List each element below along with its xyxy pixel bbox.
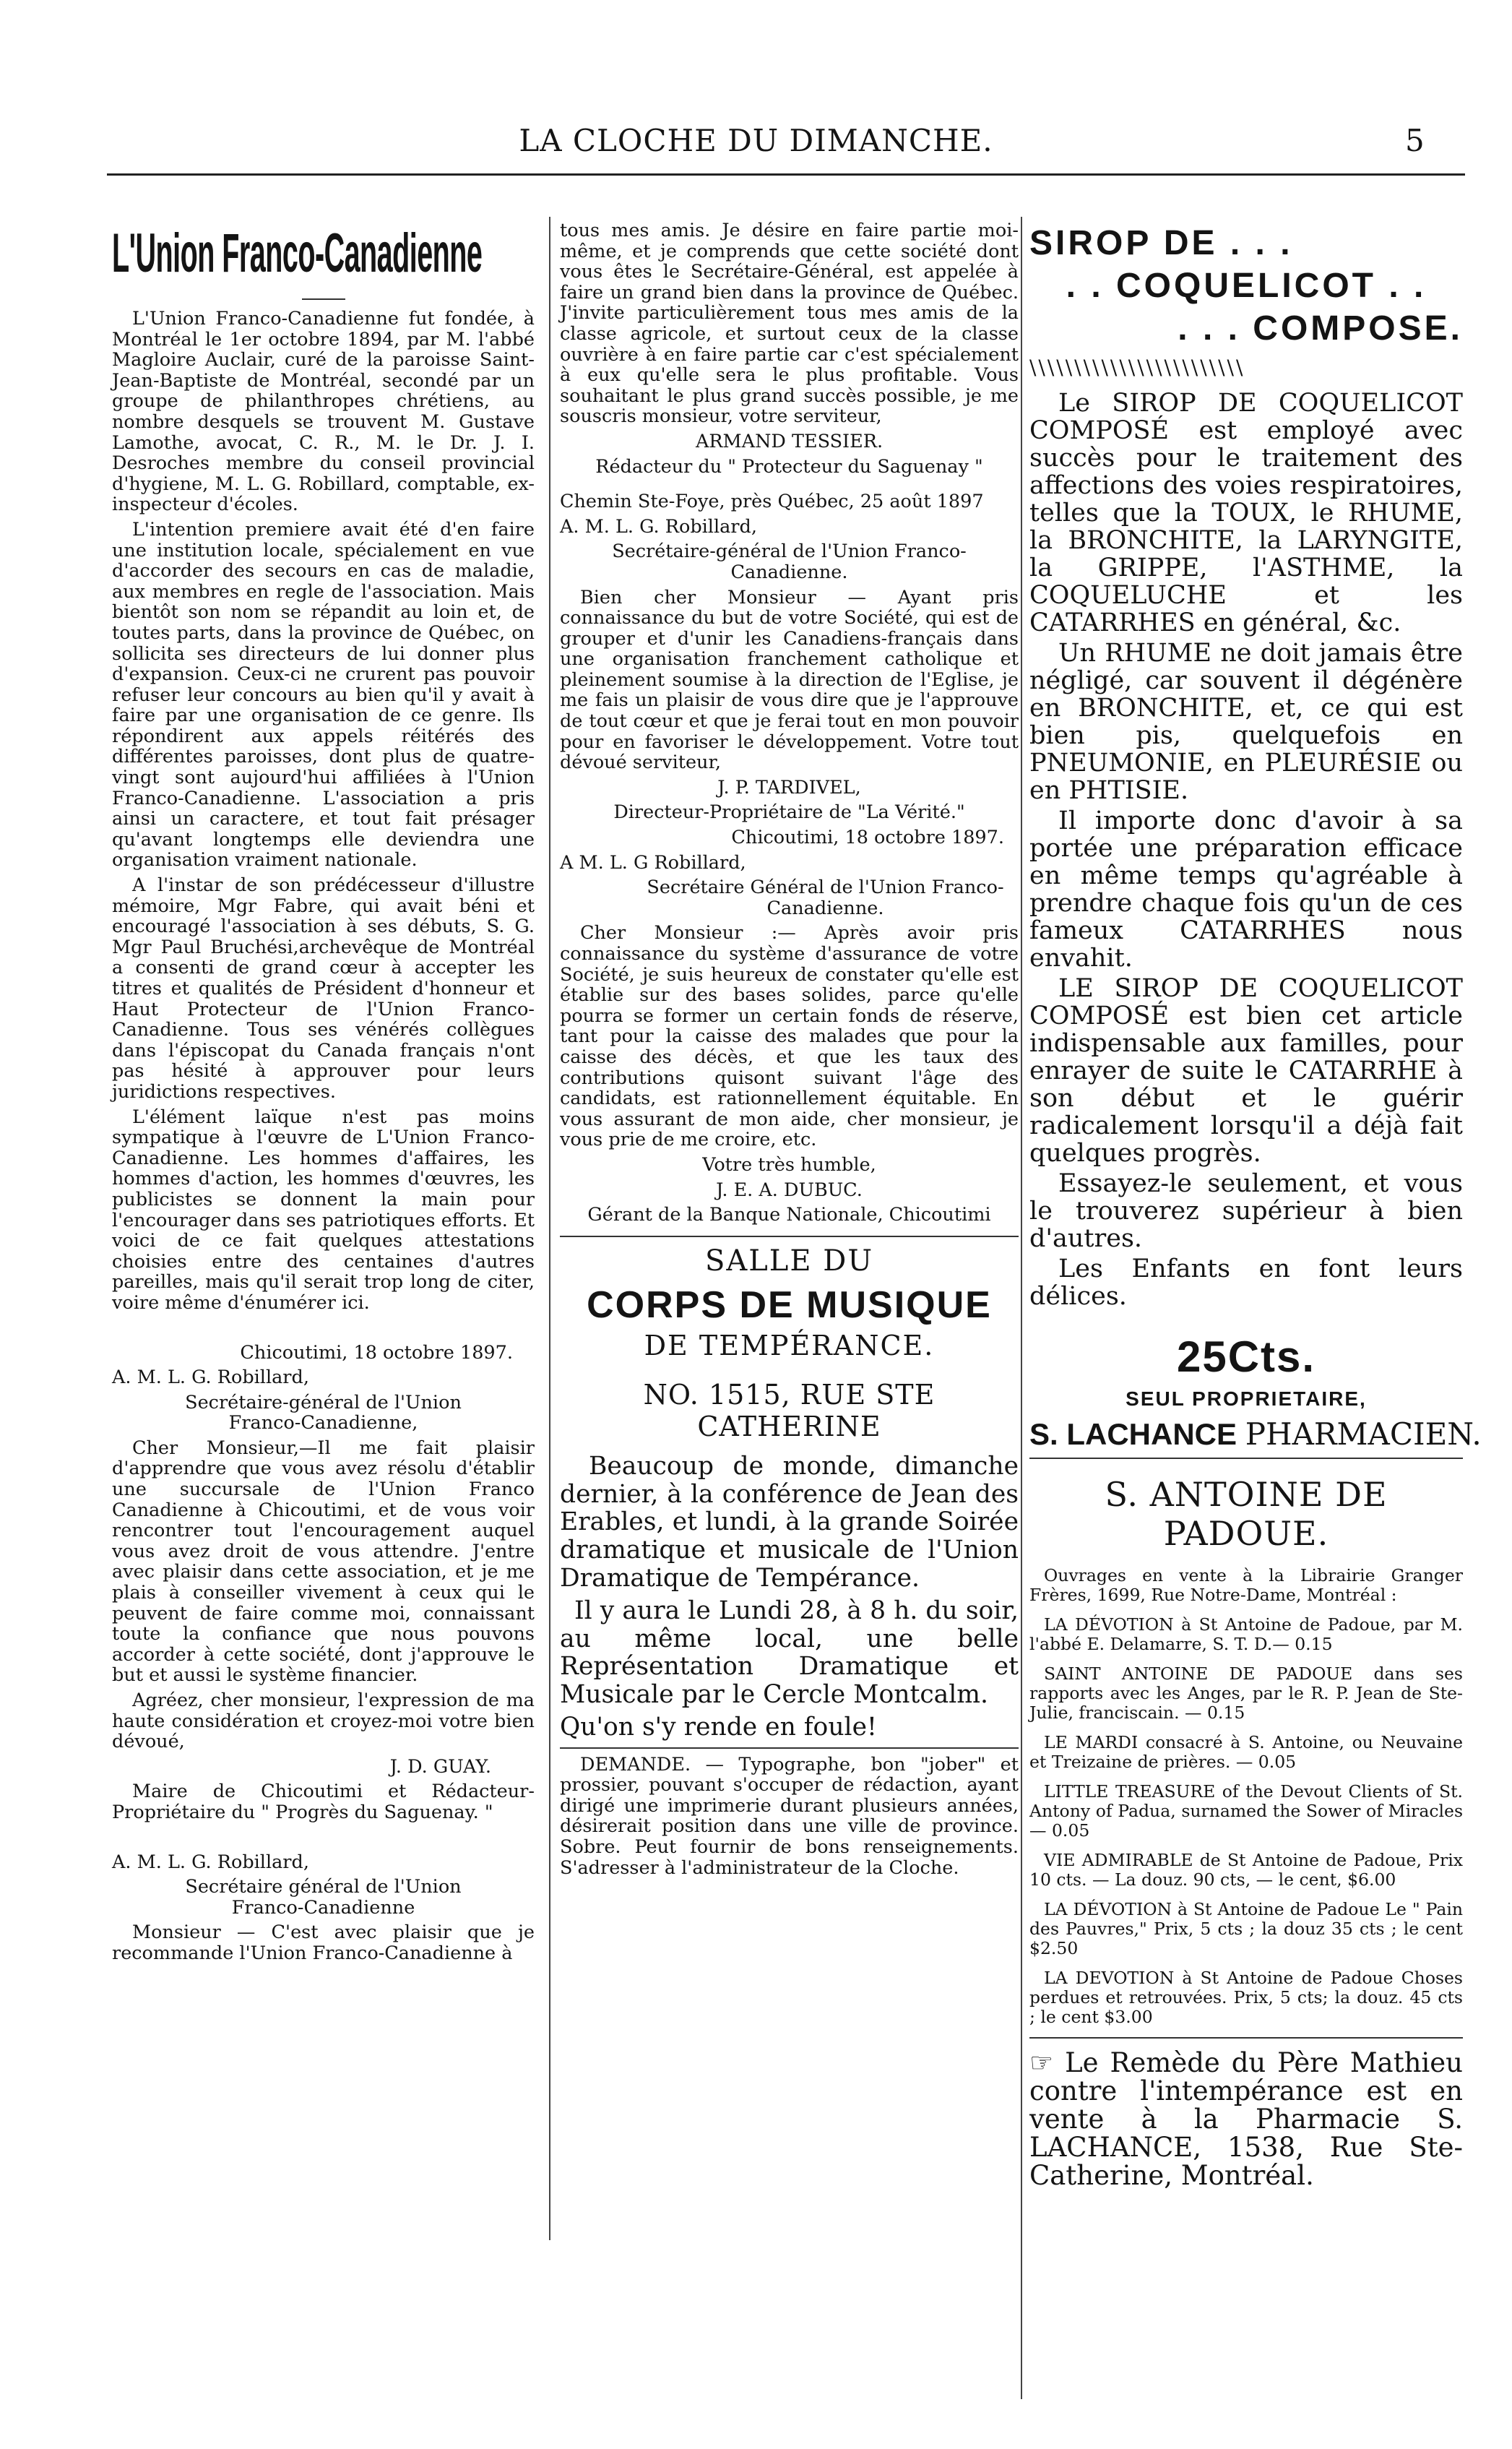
sirop-title-3: . . . COMPOSE. xyxy=(1178,309,1463,348)
header-rule xyxy=(107,173,1465,176)
remede-ad: ☞ Le Remède du Père Mathieu contre l'intempérance est en vente à la Pharmacie S. LACHANCE, 1538, Rue Ste-Catherine, Montréal. xyxy=(1029,2047,1463,2191)
zigzag-ornament: \\\\\\\\\\\\\\\\\\\\\\\\ xyxy=(1029,356,1245,379)
book-entry: LA DEVOTION à St Antoine de Padoue Choses perdues et retrouvées. Prix, 5 cts; la douz. 45 cts ; le cent $3.00 xyxy=(1029,1968,1463,2027)
book-entry: LE MARDI consacré à S. Antoine, ou Neuvaine et Treizaine de prières. — 0.05 xyxy=(1029,1732,1463,1772)
paragraph: Cher Monsieur :— Après avoir pris connaissance du système d'assurance de votre Société, je suis heureux de constater qu'elle est établie sur des bases solides, parce qu'elle pourra se former un certain fonds de réserve, tant pour la caisse des malades que pour la caisse des décès, et que les taux des contributions quisont suivant l'âge des candidats, est rationnellement équitable. En vous assurant de mon aide, cher monsieur, je vous prie de me croire, etc. xyxy=(560,922,1019,1151)
newspaper-title: LA CLOCHE DU DIMANCHE. xyxy=(519,123,993,158)
paragraph: L'élément laïque n'est pas moins sympatique à l'œuvre de L'Union Franco-Canadienne. Les hommes d'affaires, les hommes d'action, les hommes d'œuvres, les publicistes se donnent la main pour l'encourager dans ses patriotiques efforts. Et voici de ce fait quelques attestations choisies entre des centaines d'autres pareilles, mais qu'il serait trop long de citer, voire même d'énumérer ici. xyxy=(112,1106,535,1314)
paragraph: Agréez, cher monsieur, l'expression de ma haute considération et croyez-moi votre bien dévoué, xyxy=(112,1690,535,1753)
letter-addressee: A. M. L. G. Robillard, xyxy=(112,1851,309,1873)
ad-paragraph: Le SIROP DE COQUELICOT COMPOSÉ est employé avec succès pour le traitement des affections des voies respiratoires, telles que la TOUX, le RHUME, la BRONCHITE, la LARYNGITE, la GRIPPE, l'ASTHME, la COQUELUCHE et les CATARRHES en général, &c. xyxy=(1029,389,1463,637)
signature-role: Rédacteur du " Protecteur du Saguenay " xyxy=(595,455,983,478)
letter-addressee: A. M. L. G. Robillard, xyxy=(112,1366,309,1389)
ad-temperance: DE TEMPÉRANCE. xyxy=(644,1329,935,1361)
page-number: 5 xyxy=(1405,123,1425,158)
ad-paragraph: Il importe donc d'avoir à sa portée une préparation efficace en même temps qu'agréable à prendre chaque fois qu'un de ces fameux CATARRHES nous envahit. xyxy=(1029,806,1463,973)
letter-date: Chicoutimi, 18 octobre 1897. xyxy=(240,1341,513,1364)
section-rule xyxy=(560,1236,1019,1237)
addressee-role: Secrétaire général de l'Union Franco-Canadienne xyxy=(185,1876,462,1919)
signature: ARMAND TESSIER. xyxy=(695,430,884,452)
book-entry: SAINT ANTOINE DE PADOUE dans ses rapports avec les Anges, par le R. P. Jean de Ste-Julie, franciscain. — 0.15 xyxy=(1029,1663,1463,1723)
proprietor-label: SEUL PROPRIETAIRE, xyxy=(1126,1387,1367,1410)
classified-ad: DEMANDE. — Typographe, bon "jober" et prossier, pouvant s'occuper de rédaction, ayant dirigé une imprimerie durant plusieurs années, désirerait position dans une ville de province. Sobre. Peut fournir de bons renseignements. S'adresser à l'administrateur de la Cloche. xyxy=(560,1753,1019,1879)
column-divider xyxy=(549,217,550,2240)
addressee-role: Secrétaire-général de l'Union Franco-Canadienne. xyxy=(612,541,967,583)
price: 25Cts. xyxy=(1176,1333,1316,1381)
column-2 xyxy=(560,220,1019,1882)
signature: J. D. GUAY. xyxy=(389,1755,491,1778)
sirop-ad xyxy=(1029,223,1482,1452)
letter-date: Chicoutimi, 18 octobre 1897. xyxy=(731,827,1004,849)
ad-address: NO. 1515, RUE STE CATHERINE xyxy=(643,1378,936,1442)
title-dash xyxy=(302,298,345,300)
addressee-role: Secrétaire Général de l'Union Franco-Canadienne. xyxy=(647,877,1004,919)
antoine-ad xyxy=(1029,1475,1463,2027)
article-title-wrap xyxy=(112,220,535,293)
pharmacy-name xyxy=(1029,1416,1482,1452)
letter-addressee: A. M. L. G. Robillard, xyxy=(560,515,757,538)
paragraph: A l'instar de son prédécesseur d'illustre mémoire, Mgr Fabre, qui avait béni et encouragé l'association à ses débuts, S. G. Mgr Paul Bruchési,archevêque de Montréal a consenti de grand cœur à accepter les titres et qualités de Président d'honneur et Haut Protecteur de l'Union Franco-Canadienne. Tous ses vénérés collègues dans l'épiscopat du Canada français n'ont pas hésité à approuver pour leurs juridictions respectives. xyxy=(112,874,535,1103)
signature-role: Directeur-Propriétaire de "La Vérité." xyxy=(613,801,965,824)
book-entry: LA DÉVOTION à St Antoine de Padoue, par M. l'abbé E. Delamarre, S. T. D.— 0.15 xyxy=(1029,1614,1463,1654)
article-title: L'Union Franco-Canadienne xyxy=(112,223,483,284)
signature-role: Gérant de la Banque Nationale, Chicoutimi xyxy=(587,1204,991,1226)
column-divider xyxy=(1021,217,1022,2399)
paragraph: L'intention premiere avait été d'en faire une institution locale, spécialement en vue d'accorder des secours en cas de maladie, aux membres en regle de l'association. Mais bientôt son nom se répandit au loin et, de toutes parts, dans la province de Québec, on sollicita ses directeurs de lui donner plus d'expansion. Ceux-ci ne crurent pas pouvoir refuser leur concours au bien qu'il y avait à faire par une organisation de ce genre. Ils répondirent aux appels réitérés des différentes paroisses, dont plus de quatre-vingt sont aujourd'hui affiliées à l'Union Franco-Canadienne. L'association a pris ainsi un caractere, et tout fait présager qu'avant longtemps elle deviendra une organisation vraiment nationale. xyxy=(112,518,535,871)
book-entry: VIE ADMIRABLE de St Antoine de Padoue, Prix 10 cts. — La douz. 90 cts, — le cent, $6.00 xyxy=(1029,1850,1463,1890)
ad-corps: CORPS DE MUSIQUE xyxy=(587,1283,992,1326)
ad-paragraph: Les Enfants en font leurs délices. xyxy=(1029,1254,1463,1311)
paragraph: Monsieur — C'est avec plaisir que je recommande l'Union Franco-Canadienne à xyxy=(112,1921,535,1964)
section-title: S. ANTOINE DE PADOUE. xyxy=(1105,1475,1388,1553)
column-1 xyxy=(112,220,535,1968)
sirop-title-1: SIROP DE . . . xyxy=(1029,224,1293,262)
ad-paragraph: Beaucoup de monde, dimanche dernier, à la conférence de Jean des Erables, et lundi, à la grande Soirée dramatique et musicale de l'Union Dramatique de Tempérance. xyxy=(560,1451,1019,1593)
ad-paragraph: Un RHUME ne doit jamais être négligé, car souvent il dégénère en BRONCHITE, et, ce qui est bien pis, quelquefois en PNEUMONIE, en PLEURÉSIE ou en PHTISIE. xyxy=(1029,639,1463,805)
paragraph: Cher Monsieur,—Il me fait plaisir d'apprendre que vous avez résolu d'établir une succursale de l'Union Franco Canadienne à Chicoutimi, et de vous voir rencontrer tout l'encouragement auquel vous avez droit de vous attendre. J'entre avec plaisir dans cette association, et je me plais à conseiller vivement à ceux qui le peuvent de faire comme moi, connaissant toute la confiance que nous pouvons accorder à cette société, dont j'approuve le but et aussi le système financier. xyxy=(112,1437,535,1687)
pharmacy-owner: S. LACHANCE xyxy=(1029,1417,1237,1451)
signature-role: Maire de Chicoutimi et Rédacteur-Propriétaire du " Progrès du Saguenay. " xyxy=(112,1781,535,1823)
ad-paragraph: Il y aura le Lundi 28, à 8 h. du soir, au même local, une belle Représentation Dramatique et Musicale par le Cercle Montcalm. xyxy=(560,1596,1019,1710)
paragraph: tous mes amis. Je désire en faire partie moi-même, et je comprends que cette société dont vous êtes le Secrétaire-Général, est appelée à faire un grand bien dans la province de Québec. J'invite particulièrement tous mes amis de la classe agricole, et surtout ceux de la classe ouvrière à en faire partie car c'est spécialement à eux qu'elle sera le plus profitable. Vous souhaitant le plus grand succès possible, je me souscris monsieur, votre serviteur, xyxy=(560,220,1019,428)
addressee-role: Secrétaire-général de l'Union Franco-Canadienne, xyxy=(185,1391,462,1434)
section-rule xyxy=(1029,1458,1463,1459)
sirop-title-2: . . COQUELICOT . . xyxy=(1066,267,1427,305)
ad-paragraph: LE SIROP DE COQUELICOT COMPOSÉ est bien cet article indispensable aux familles, pour enrayer de suite le CATARRHE à son début et le guérir radicalement lorsqu'il a déjà fait quelques progrès. xyxy=(1029,974,1463,1168)
paragraph: Bien cher Monsieur — Ayant pris connaissance du but de votre Société, qui est de grouper et d'unir les Canadiens-français dans une organisation franchement catholique et pleinement soumise à la direction de l'Eglise, je me fais un plaisir de vous dire que je l'approuve de tout cœur et que je ferai tout en mon pouvoir pour en favoriser le développement. Votre tout dévoué serviteur, xyxy=(560,586,1019,774)
signature: J. E. A. DUBUC. xyxy=(716,1179,863,1201)
book-intro: Ouvrages en vente à la Librairie Granger Frères, 1699, Rue Notre-Dame, Montréal : xyxy=(1029,1565,1463,1605)
signature: J. P. TARDIVEL, xyxy=(717,776,861,799)
paragraph: L'Union Franco-Canadienne fut fondée, à Montréal le 1er octobre 1894, par M. l'abbé Magloire Auclair, curé de la paroisse Saint-Jean-Baptiste de Montréal, secondé par un groupe de philanthropes chrétiens, au nombre desquels se trouvent M. Gustave Lamothe, avocat, C. R., M. le Dr. J. I. Desroches membre du conseil provincial d'hygiene, M. L. G. Robillard, comptable, ex-inspecteur d'écoles. xyxy=(112,308,535,516)
section-rule xyxy=(1029,2037,1463,2039)
closing: Votre très humble, xyxy=(702,1153,876,1176)
section-rule xyxy=(560,1747,1019,1749)
letter-date: Chemin Ste-Foye, près Québec, 25 août 1897 xyxy=(560,491,984,513)
pharmacy-title: PHARMACIEN. xyxy=(1245,1416,1482,1452)
page-header xyxy=(0,0,1512,181)
letter-addressee: A M. L. G Robillard, xyxy=(560,851,746,874)
concert-ad xyxy=(560,1244,1019,1742)
book-entry: LITTLE TREASURE of the Devout Clients of St. Antony of Padua, surnamed the Sower of Miracles — 0.05 xyxy=(1029,1781,1463,1841)
ad-salle: SALLE DU xyxy=(704,1244,874,1278)
ad-paragraph: Essayez-le seulement, et vous le trouverez supérieur à bien d'autres. xyxy=(1029,1169,1463,1253)
column-3 xyxy=(1029,220,1482,2191)
ad-paragraph: Qu'on s'y rende en foule! xyxy=(560,1712,877,1742)
book-entry: LA DÉVOTION à St Antoine de Padoue Le " Pain des Pauvres," Prix, 5 cts ; la douz 35 cts ; le cent $2.50 xyxy=(1029,1899,1463,1958)
